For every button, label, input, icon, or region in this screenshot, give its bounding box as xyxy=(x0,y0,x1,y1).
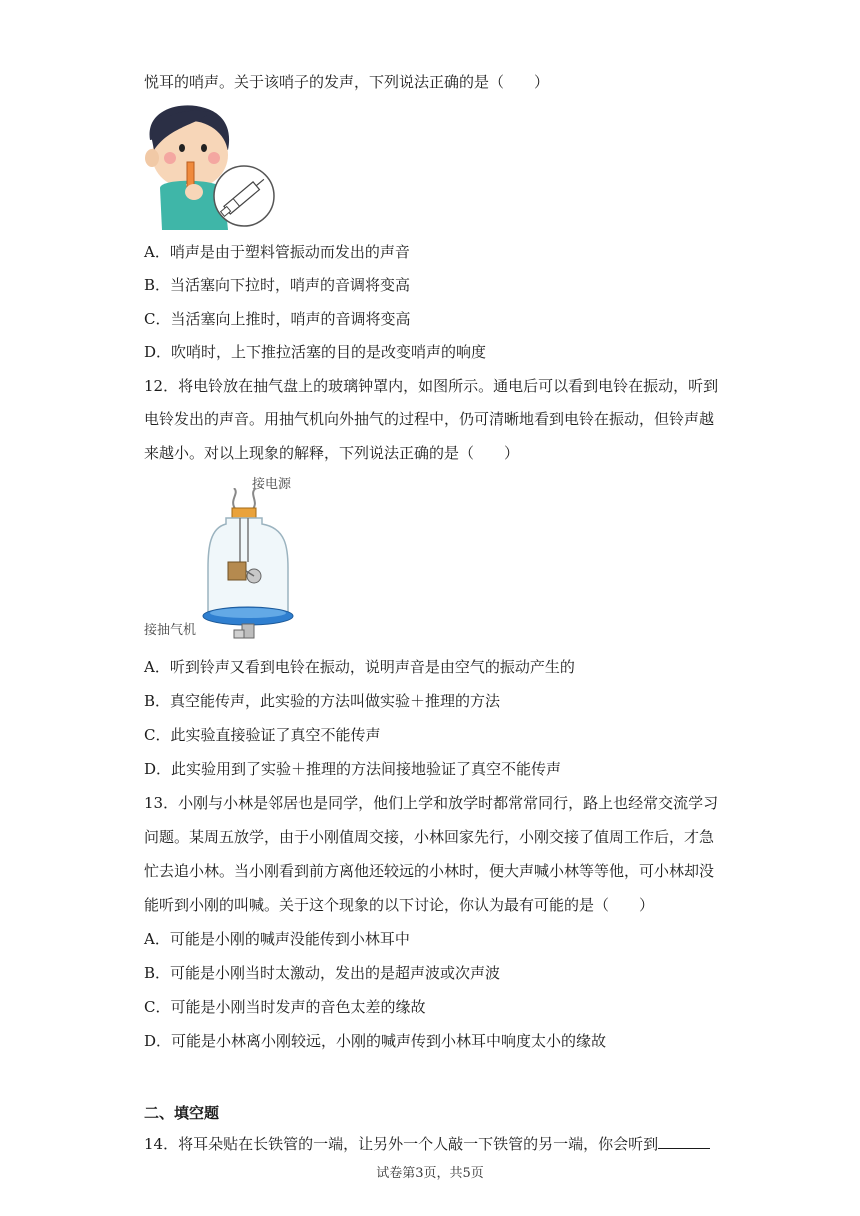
q13-stem-line-2: 问题。某周五放学，由于小刚值周交接，小林回家先行，小刚交接了值周工作后，才急 xyxy=(144,828,715,846)
q12-stem-line-2: 电铃发出的声音。用抽气机向外抽气的过程中，仍可清晰地看到电铃在振动，但铃声越 xyxy=(144,410,715,428)
q12-stem-line-1: 12．将电铃放在抽气盘上的玻璃钟罩内，如图所示。通电后可以看到电铃在振动，听到 xyxy=(144,377,719,395)
q11-option-c: C．当活塞向上推时，哨声的音调将变高 xyxy=(144,310,411,328)
q11-option-a: A．哨声是由于塑料管振动而发出的声音 xyxy=(144,243,410,261)
q11-option-d: D．吹哨时，上下推拉活塞的目的是改变哨声的响度 xyxy=(144,343,487,361)
page-footer: 试卷第3页，共5页 xyxy=(376,1166,484,1181)
bell-jar-figure xyxy=(198,488,298,648)
pump-label: 接抽气机 xyxy=(144,623,197,638)
boy-whistle-figure xyxy=(140,100,280,235)
q11-stem: 悦耳的哨声。关于该哨子的发声，下列说法正确的是（ ） xyxy=(144,73,550,91)
q13-stem-line-1: 13．小刚与小林是邻居也是同学，他们上学和放学时都常常同行，路上也经常交流学习 xyxy=(144,794,719,812)
q14-answer-blank xyxy=(658,1134,710,1149)
q14-stem-text: 14．将耳朵贴在长铁管的一端，让另外一个人敲一下铁管的另一端，你会听到 xyxy=(144,1135,659,1153)
q12-stem-line-3: 来越小。对以上现象的解释，下列说法正确的是（ ） xyxy=(144,444,520,462)
q13-option-b: B．可能是小刚当时太激动，发出的是超声波或次声波 xyxy=(144,964,501,982)
q13-option-c: C．可能是小刚当时发声的音色太差的缘故 xyxy=(144,998,426,1016)
q11-option-b: B．当活塞向下拉时，哨声的音调将变高 xyxy=(144,276,411,294)
q13-stem-line-4: 能听到小刚的叫喊。关于这个现象的以下讨论，你认为最有可能的是（ ） xyxy=(144,896,655,914)
q12-option-c: C．此实验直接验证了真空不能传声 xyxy=(144,726,381,744)
q14-stem xyxy=(144,1134,710,1154)
q13-option-d: D．可能是小林离小刚较远，小刚的喊声传到小林耳中响度太小的缘故 xyxy=(144,1032,607,1050)
q12-option-a: A．听到铃声又看到电铃在振动，说明声音是由空气的振动产生的 xyxy=(144,658,575,676)
q13-option-a: A．可能是小刚的喊声没能传到小林耳中 xyxy=(144,930,410,948)
q12-option-b: B．真空能传声，此实验的方法叫做实验＋推理的方法 xyxy=(144,692,501,710)
section-title: 二、填空题 xyxy=(144,1104,220,1122)
q13-stem-line-3: 忙去追小林。当小刚看到前方离他还较远的小林时，便大声喊小林等等他，可小林却没 xyxy=(144,862,715,880)
power-label: 接电源 xyxy=(252,477,292,492)
q12-option-d: D．此实验用到了实验＋推理的方法间接地验证了真空不能传声 xyxy=(144,760,562,778)
